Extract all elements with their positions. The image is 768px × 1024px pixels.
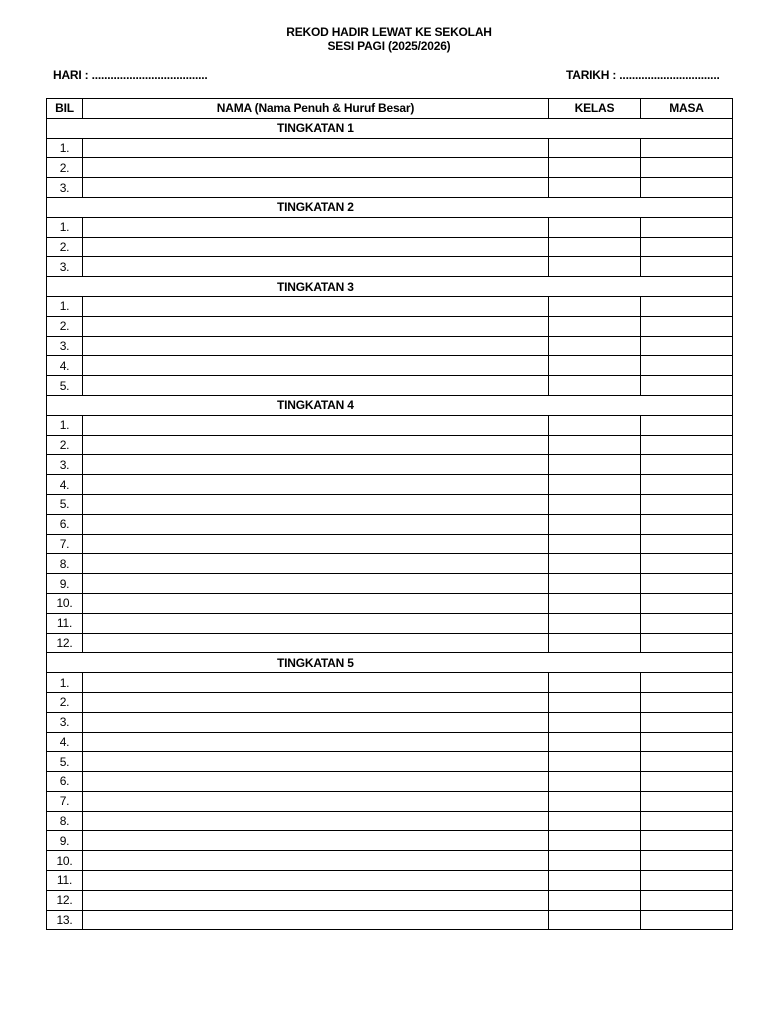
table-row [47,217,733,237]
masa-cell [641,752,733,772]
masa-cell [641,336,733,356]
bil-cell: 3. [47,712,83,732]
table-body [47,118,733,930]
nama-cell [83,237,549,257]
masa-cell [641,376,733,396]
table-row [47,851,733,871]
table-row [47,554,733,574]
kelas-cell [549,890,641,910]
kelas-cell [549,554,641,574]
table-row [47,376,733,396]
kelas-cell [549,237,641,257]
table-header-row [47,99,733,119]
hari-field: HARI : ..................................... [53,68,208,82]
masa-cell [641,257,733,277]
masa-cell [641,890,733,910]
bil-cell: 4. [47,475,83,495]
bil-cell: 6. [47,772,83,792]
nama-cell [83,455,549,475]
kelas-cell [549,831,641,851]
section-row [47,653,733,673]
kelas-cell [549,673,641,693]
bil-cell: 9. [47,831,83,851]
kelas-cell [549,217,641,237]
nama-cell [83,138,549,158]
kelas-cell [549,336,641,356]
section-row [47,277,733,297]
bil-cell: 5. [47,494,83,514]
masa-cell [641,158,733,178]
masa-cell [641,871,733,891]
bil-cell: 1. [47,217,83,237]
nama-cell [83,613,549,633]
bil-cell: 3. [47,455,83,475]
masa-cell [641,237,733,257]
nama-cell [83,554,549,574]
masa-cell [641,811,733,831]
bil-cell: 8. [47,554,83,574]
masa-cell [641,692,733,712]
section-heading: TINGKATAN 5 [47,653,733,673]
column-header-kelas: KELAS [549,99,641,119]
table-row [47,158,733,178]
kelas-cell [549,811,641,831]
kelas-cell [549,178,641,198]
nama-cell [83,316,549,336]
table-row [47,673,733,693]
table-row [47,633,733,653]
masa-cell [641,732,733,752]
column-header-nama: NAMA (Nama Penuh & Huruf Besar) [83,99,549,119]
kelas-cell [549,851,641,871]
table-row [47,178,733,198]
bil-cell: 4. [47,732,83,752]
bil-cell: 5. [47,752,83,772]
nama-cell [83,494,549,514]
masa-cell [641,593,733,613]
kelas-cell [549,494,641,514]
document-header [0,25,768,53]
bil-cell: 2. [47,316,83,336]
nama-cell [83,910,549,930]
bil-cell: 11. [47,613,83,633]
kelas-cell [549,435,641,455]
bil-cell: 7. [47,534,83,554]
kelas-cell [549,633,641,653]
masa-cell [641,791,733,811]
masa-cell [641,673,733,693]
kelas-cell [549,534,641,554]
nama-cell [83,851,549,871]
nama-cell [83,514,549,534]
masa-cell [641,613,733,633]
bil-cell: 1. [47,138,83,158]
table-row [47,296,733,316]
masa-cell [641,772,733,792]
table-row [47,435,733,455]
table-row [47,772,733,792]
nama-cell [83,732,549,752]
table-row [47,712,733,732]
masa-cell [641,534,733,554]
masa-cell [641,633,733,653]
bil-cell: 11. [47,871,83,891]
table-row [47,534,733,554]
bil-cell: 10. [47,851,83,871]
masa-cell [641,712,733,732]
table-row [47,890,733,910]
masa-cell [641,178,733,198]
table-row [47,910,733,930]
section-heading: TINGKATAN 4 [47,395,733,415]
nama-cell [83,475,549,495]
bil-cell: 2. [47,237,83,257]
table-row [47,494,733,514]
kelas-cell [549,138,641,158]
bil-cell: 3. [47,257,83,277]
table-row [47,475,733,495]
masa-cell [641,831,733,851]
table-row [47,455,733,475]
table-row [47,336,733,356]
nama-cell [83,336,549,356]
bil-cell: 1. [47,673,83,693]
kelas-cell [549,732,641,752]
masa-cell [641,455,733,475]
nama-cell [83,435,549,455]
nama-cell [83,633,549,653]
masa-cell [641,356,733,376]
nama-cell [83,712,549,732]
kelas-cell [549,316,641,336]
table-row [47,692,733,712]
nama-cell [83,178,549,198]
nama-cell [83,217,549,237]
masa-cell [641,435,733,455]
masa-cell [641,316,733,336]
kelas-cell [549,712,641,732]
kelas-cell [549,257,641,277]
table-row [47,752,733,772]
kelas-cell [549,296,641,316]
table-row [47,415,733,435]
bil-cell: 6. [47,514,83,534]
section-heading: TINGKATAN 3 [47,277,733,297]
nama-cell [83,158,549,178]
table-row [47,257,733,277]
table-row [47,574,733,594]
masa-cell [641,296,733,316]
bil-cell: 12. [47,633,83,653]
bil-cell: 4. [47,356,83,376]
bil-cell: 3. [47,336,83,356]
masa-cell [641,138,733,158]
masa-cell [641,851,733,871]
kelas-cell [549,158,641,178]
kelas-cell [549,415,641,435]
table-row [47,871,733,891]
kelas-cell [549,514,641,534]
table-row [47,811,733,831]
table-row [47,316,733,336]
nama-cell [83,831,549,851]
section-row [47,118,733,138]
section-heading: TINGKATAN 2 [47,197,733,217]
bil-cell: 5. [47,376,83,396]
nama-cell [83,376,549,396]
nama-cell [83,296,549,316]
bil-cell: 2. [47,158,83,178]
masa-cell [641,910,733,930]
column-header-bil: BIL [47,99,83,119]
bil-cell: 8. [47,811,83,831]
nama-cell [83,356,549,376]
kelas-cell [549,475,641,495]
table-row [47,613,733,633]
kelas-cell [549,752,641,772]
bil-cell: 2. [47,435,83,455]
bil-cell: 10. [47,593,83,613]
kelas-cell [549,791,641,811]
section-row [47,395,733,415]
nama-cell [83,673,549,693]
kelas-cell [549,574,641,594]
nama-cell [83,772,549,792]
nama-cell [83,811,549,831]
nama-cell [83,871,549,891]
document-title: REKOD HADIR LEWAT KE SEKOLAH [286,25,492,39]
nama-cell [83,791,549,811]
kelas-cell [549,455,641,475]
table-row [47,237,733,257]
bil-cell: 1. [47,415,83,435]
masa-cell [641,494,733,514]
nama-cell [83,574,549,594]
nama-cell [83,890,549,910]
kelas-cell [549,772,641,792]
masa-cell [641,574,733,594]
table-row [47,514,733,534]
table-row [47,732,733,752]
bil-cell: 1. [47,296,83,316]
section-heading: TINGKATAN 1 [47,118,733,138]
bil-cell: 12. [47,890,83,910]
masa-cell [641,554,733,574]
nama-cell [83,692,549,712]
masa-cell [641,217,733,237]
table-row [47,791,733,811]
masa-cell [641,514,733,534]
kelas-cell [549,356,641,376]
nama-cell [83,415,549,435]
nama-cell [83,257,549,277]
bil-cell: 3. [47,178,83,198]
bil-cell: 9. [47,574,83,594]
nama-cell [83,534,549,554]
kelas-cell [549,376,641,396]
kelas-cell [549,910,641,930]
table-row [47,593,733,613]
attendance-table [46,98,733,930]
table-row [47,356,733,376]
document-subtitle: SESI PAGI (2025/2026) [327,39,451,53]
masa-cell [641,415,733,435]
table-row [47,138,733,158]
column-header-masa: MASA [641,99,733,119]
kelas-cell [549,593,641,613]
bil-cell: 7. [47,791,83,811]
section-row [47,197,733,217]
masa-cell [641,475,733,495]
kelas-cell [549,613,641,633]
tarikh-field: TARIKH : ................................ [566,68,720,82]
kelas-cell [549,692,641,712]
table-row [47,831,733,851]
bil-cell: 2. [47,692,83,712]
kelas-cell [549,871,641,891]
nama-cell [83,752,549,772]
bil-cell: 13. [47,910,83,930]
nama-cell [83,593,549,613]
